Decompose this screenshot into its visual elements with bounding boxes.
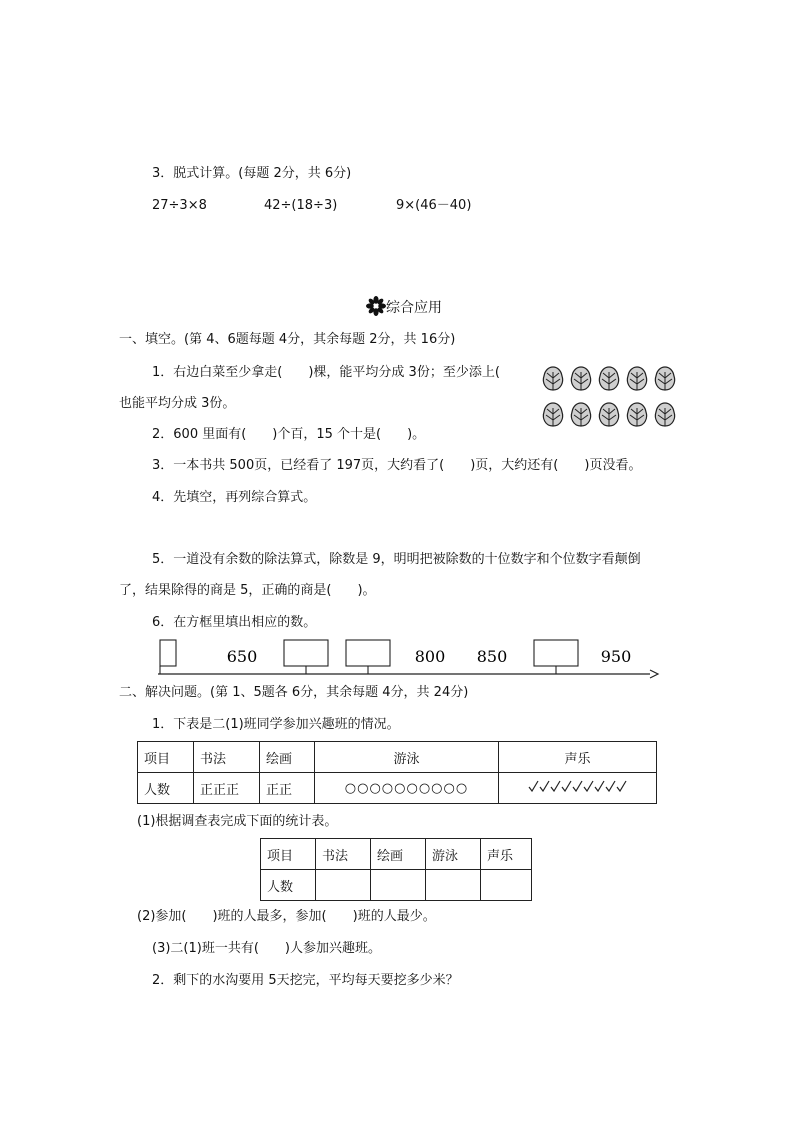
- survey-cell-music: [499, 773, 657, 804]
- check-mark-icon: [539, 780, 550, 792]
- stat-header: 项目: [261, 839, 316, 870]
- survey-header: 书法: [194, 742, 260, 773]
- cabbage-icon: [540, 364, 566, 392]
- number-line: [150, 636, 660, 684]
- cabbage-icon: [568, 364, 594, 392]
- calc-title: 3．脱式计算。(每题 2分，共 6分): [152, 166, 352, 181]
- fill-q2: 2．600 里面有( )个百，15 个十是( )。: [152, 427, 426, 442]
- answer-box[interactable]: [346, 640, 390, 666]
- cabbage-icon: [596, 400, 622, 428]
- cabbage-icon: [568, 400, 594, 428]
- stat-header: 声乐: [481, 839, 532, 870]
- survey-cell-swimming: ○○○○○○○○○○: [315, 773, 499, 804]
- stat-input-cell[interactable]: [371, 870, 426, 901]
- survey-cell-painting: 正正: [260, 773, 315, 804]
- fill-q4: 4．先填空，再列综合算式。: [152, 490, 317, 505]
- check-mark-icon: [594, 780, 605, 792]
- check-mark-icon: [550, 780, 561, 792]
- numberline-label: 650: [226, 647, 258, 666]
- calc-expr-3: 9×(46－40): [396, 198, 472, 213]
- answer-box[interactable]: [284, 640, 328, 666]
- solve-q2: 2．剩下的水沟要用 5天挖完，平均每天要挖多少米？: [152, 973, 459, 988]
- answer-box[interactable]: [534, 640, 578, 666]
- fill-heading: 一、填空。(第 4、6题每题 4分，其余每题 2分，共 16分): [119, 332, 456, 347]
- survey-row-label: 人数: [138, 773, 194, 804]
- stat-header: 绘画: [371, 839, 426, 870]
- check-mark-icon: [528, 780, 539, 792]
- check-mark-icon: [572, 780, 583, 792]
- stat-input-cell[interactable]: [481, 870, 532, 901]
- cabbage-icon: [624, 400, 650, 428]
- check-mark-icon: [583, 780, 594, 792]
- fill-q6: 6．在方框里填出相应的数。: [152, 615, 317, 630]
- cabbage-icon: [540, 400, 566, 428]
- survey-header: 项目: [138, 742, 194, 773]
- fill-q5-line2: 了，结果除得的商是 5，正确的商是( )。: [119, 583, 376, 598]
- fill-q3: 3．一本书共 500页，已经看了 197页，大约看了( )页，大约还有( )页没看。: [152, 458, 642, 473]
- numberline-label: 850: [476, 647, 508, 666]
- calc-expr-1: 27÷3×8: [152, 198, 207, 213]
- answer-box[interactable]: [160, 640, 176, 666]
- fill-q5-line1: 5．一道没有余数的除法算式，除数是 9，明明把被除数的十位数字和个位数字看颠倒: [152, 552, 641, 567]
- solve-sub2: (2)参加( )班的人最多，参加( )班的人最少。: [137, 909, 436, 924]
- stat-input-cell[interactable]: [426, 870, 481, 901]
- stat-input-cell[interactable]: [316, 870, 371, 901]
- check-mark-icon: [616, 780, 627, 792]
- section-title-text: 综合应用: [386, 300, 442, 316]
- check-mark-icon: [605, 780, 616, 792]
- fill-q1-line2: 也能平均分成 3份。: [119, 396, 236, 411]
- cabbage-icon: [652, 364, 678, 392]
- numberline-label: 950: [600, 647, 632, 666]
- music-checks: [528, 781, 627, 796]
- flower-icon: [366, 296, 386, 322]
- stat-header: 游泳: [426, 839, 481, 870]
- stat-row-label: 人数: [261, 870, 316, 901]
- calc-expr-2: 42÷(18÷3): [264, 198, 338, 213]
- cabbage-icon: [596, 364, 622, 392]
- stat-table: [260, 838, 532, 901]
- solve-heading: 二、解决问题。(第 1、5题各 6分，其余每题 4分，共 24分): [119, 685, 469, 700]
- survey-header: 绘画: [260, 742, 315, 773]
- survey-header: 声乐: [499, 742, 657, 773]
- section-title: [366, 296, 442, 322]
- numberline-label: 800: [414, 647, 446, 666]
- cabbage-icon: [652, 400, 678, 428]
- survey-cell-calligraphy: 正正正: [194, 773, 260, 804]
- fill-q1-line1: 1．右边白菜至少拿走( )棵，能平均分成 3份；至少添上(: [152, 365, 500, 380]
- survey-table: [137, 741, 657, 804]
- solve-sub1: (1)根据调查表完成下面的统计表。: [137, 814, 338, 829]
- solve-sub3: (3)二(1)班一共有( )人参加兴趣班。: [152, 941, 381, 956]
- stat-header: 书法: [316, 839, 371, 870]
- cabbage-icon: [624, 364, 650, 392]
- check-mark-icon: [561, 780, 572, 792]
- solve-q1: 1．下表是二(1)班同学参加兴趣班的情况。: [152, 717, 400, 732]
- survey-header: 游泳: [315, 742, 499, 773]
